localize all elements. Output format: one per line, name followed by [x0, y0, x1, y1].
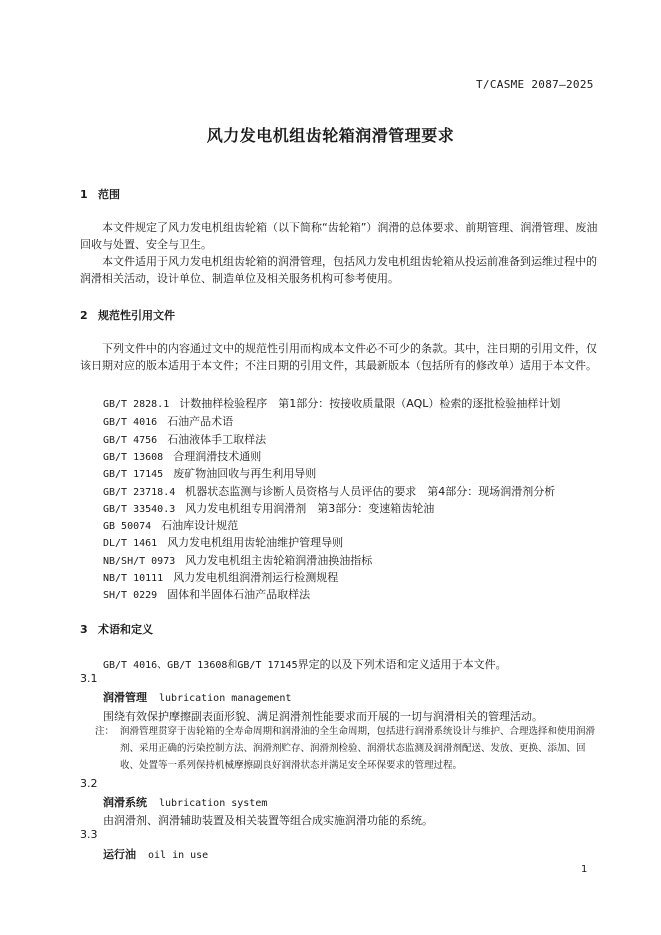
reference-code: GB/T 17145: [103, 469, 164, 480]
reference-item: [103, 500, 434, 516]
reference-title: 计数抽样检验程序 第1部分：按接收质量限（AQL）检索的逐批检验抽样计划: [179, 397, 561, 410]
reference-code: GB/T 23718.4: [103, 487, 176, 498]
section-title: 范围: [98, 188, 120, 201]
reference-title: 风力发电机组主齿轮箱润滑油换油指标: [185, 554, 373, 567]
reference-title: 风力发电机组润滑剂运行检测规程: [173, 571, 339, 584]
reference-title: 石油液体手工取样法: [167, 433, 267, 446]
reference-code: GB/T 2828.1: [103, 399, 170, 410]
reference-code: GB 50074: [103, 521, 152, 532]
reference-code: NB/T 10111: [103, 573, 164, 584]
reference-title: 石油产品术语: [167, 415, 234, 428]
term-english: lubrication management: [159, 693, 292, 704]
terms-intro-codes: GB/T 4016、GB/T 13608和GB/T 17145: [103, 660, 298, 671]
reference-item: [103, 465, 316, 481]
term-entry: [103, 689, 291, 705]
page-number: 1: [581, 864, 588, 875]
reference-code: GB/T 13608: [103, 452, 164, 463]
reference-code: GB/T 33540.3: [103, 504, 176, 515]
term-definition: 围绕有效保护摩擦副表面形貌、满足润滑剂性能要求而开展的一切与润滑相关的管理活动。: [103, 710, 543, 723]
term-number: 3.3: [80, 828, 98, 841]
section-title: 规范性引用文件: [98, 309, 175, 322]
term-english: oil in use: [148, 850, 209, 861]
term-number: 3.2: [80, 777, 98, 790]
reference-item: [103, 413, 233, 429]
term-entry: [103, 794, 267, 810]
section-number: 3: [80, 623, 88, 636]
reference-item: [103, 534, 343, 550]
reference-item: [103, 517, 238, 533]
scope-paragraph-2: 本文件适用于风力发电机组齿轮箱的润滑管理，包括风力发电机组齿轮箱从投运前准备到运维过程中的润滑相关活动，设计单位、制造单位及相关服务机构可参考使用。: [80, 255, 597, 285]
reference-code: GB/T 4756: [103, 435, 158, 446]
section-number: 1: [80, 188, 88, 201]
reference-title: 固体和半固体石油产品取样法: [167, 588, 311, 601]
reference-code: SH/T 0229: [103, 590, 158, 601]
term-english: lubrication system: [159, 798, 268, 809]
reference-item: [103, 483, 555, 499]
section-1-heading: [80, 186, 120, 202]
term-note: [95, 723, 604, 774]
reference-item: [103, 586, 310, 602]
reference-code: DL/T 1461: [103, 538, 158, 549]
term-entry: [103, 846, 208, 862]
term-definition: 由润滑剂、润滑辅助装置及相关装置等组合成实施润滑功能的系统。: [103, 814, 433, 827]
section-3-heading: [80, 621, 153, 637]
reference-title: 废矿物油回收与再生利用导则: [173, 467, 317, 480]
terms-intro: [103, 656, 507, 672]
section-number: 2: [80, 309, 88, 322]
reference-item: [103, 569, 338, 585]
term-number: 3.1: [80, 672, 98, 685]
reference-item: [103, 395, 560, 411]
term-name: 润滑管理: [103, 691, 147, 704]
reference-code: NB/SH/T 0973: [103, 556, 176, 567]
note-label: 注：: [95, 726, 115, 737]
reference-title: 风力发电机组专用润滑剂 第3部分：变速箱齿轮油: [185, 502, 435, 515]
reference-title: 机器状态监测与诊断人员资格与人员评估的要求 第4部分：现场润滑剂分析: [185, 485, 556, 498]
term-name: 运行油: [103, 848, 136, 861]
reference-item: [103, 552, 372, 568]
section-2-heading: [80, 307, 175, 323]
reference-title: 石油库设计规范: [161, 519, 239, 532]
document-id: T/CASME 2087—2025: [476, 78, 594, 91]
reference-item: [103, 431, 266, 447]
page-title: 风力发电机组齿轮箱润滑管理要求: [206, 126, 455, 145]
reference-title: 合理润滑技术通则: [173, 450, 262, 463]
scope-paragraph-1: 本文件规定了风力发电机组齿轮箱（以下简称“齿轮箱”）润滑的总体要求、前期管理、润滑管理、废油回收与处置、安全与卫生。: [80, 221, 598, 251]
section-title: 术语和定义: [98, 623, 153, 636]
note-text: 润滑管理贯穿于齿轮箱的全寿命周期和润滑油的全生命周期，包括进行润滑系统设计与维护、合理选择和使用润滑剂、采用正确的污染控制方法、润滑剂贮存、润滑剂检验、润滑状态监测及润滑剂配送、发放、更换、添加、回收、处置等一系列保持机械摩擦副良好润滑状态并满足安全环保要求的管理过程。: [120, 726, 596, 771]
normative-references-intro: 下列文件中的内容通过文中的规范性引用而构成本文件必不可少的条款。其中，注日期的引用文件，仅该日期对应的版本适用于本文件；不注日期的引用文件，其最新版本（包括所有的修改单）适用于本文件。: [80, 342, 597, 372]
reference-title: 风力发电机组用齿轮油维护管理导则: [167, 536, 344, 549]
reference-item: [103, 448, 261, 464]
reference-code: GB/T 4016: [103, 417, 158, 428]
terms-intro-text: 界定的以及下列术语和定义适用于本文件。: [297, 658, 507, 671]
term-name: 润滑系统: [103, 796, 147, 809]
